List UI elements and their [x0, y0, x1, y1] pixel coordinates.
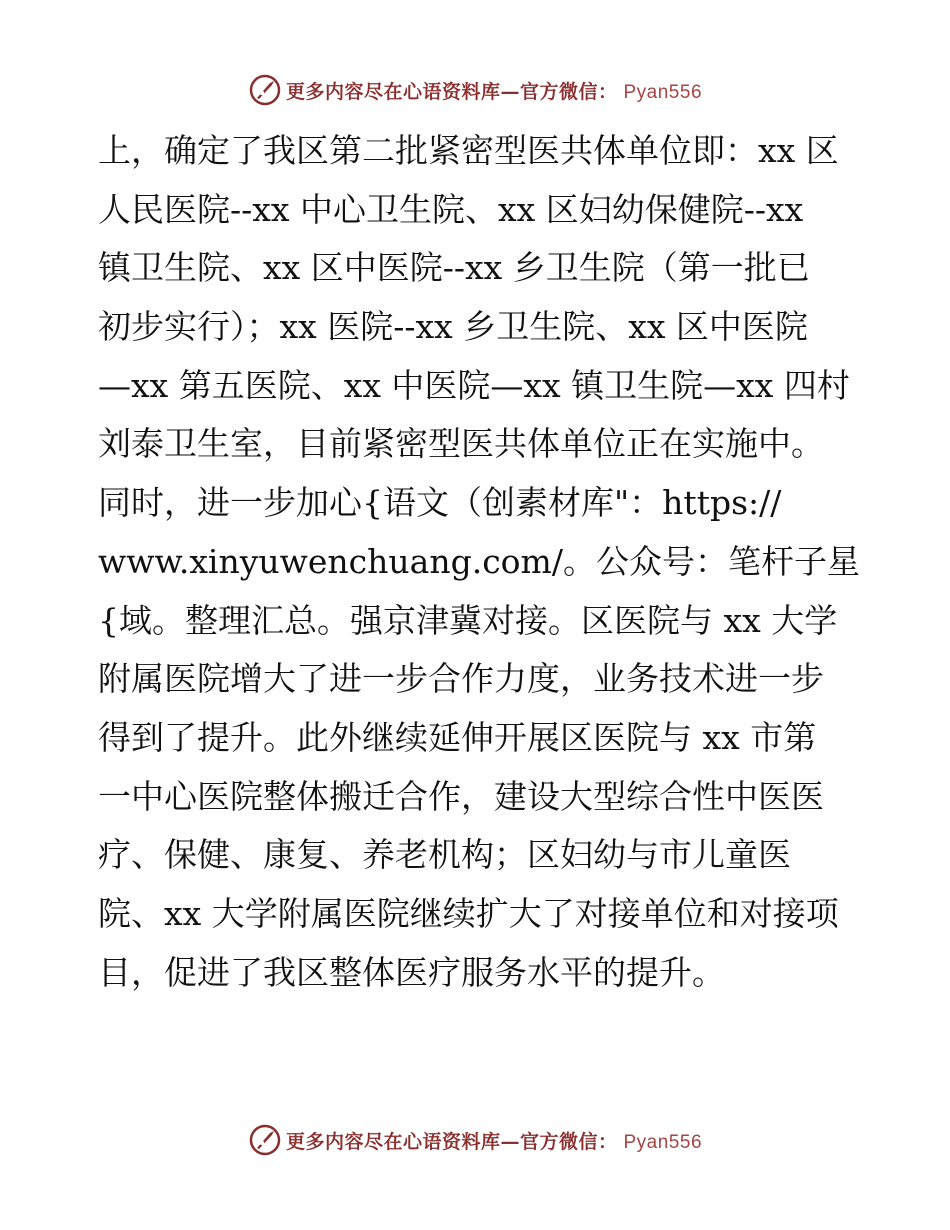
body-line: 一中心医院整体搬迁合作，建设大型综合性中医医	[98, 776, 824, 816]
header-wechat-id: Pyan556	[623, 81, 703, 103]
body-line: 人民医院--xx 中心卫生院、xx 区妇幼保健院--xx	[98, 189, 804, 229]
body-line: 附属医院增大了进一步合作力度，业务技术进一步	[98, 659, 824, 699]
body-line: 初步实行）；xx 医院--xx 乡卫生院、xx 区中医院	[98, 307, 808, 347]
footer-banner	[0, 1120, 950, 1160]
header-banner-text	[286, 77, 702, 104]
body-line: 院、xx 大学附属医院继续扩大了对接单位和对接项	[98, 893, 839, 933]
body-line: 目，促进了我区整体医疗服务水平的提升。	[98, 952, 725, 992]
quill-pen-logo-icon	[248, 73, 282, 107]
body-line: 疗、保健、康复、养老机构；区妇幼与市儿童医	[98, 835, 791, 875]
body-line: 同时，进一步加心{语文（创素材库"：https://	[98, 483, 782, 523]
header-banner	[0, 70, 950, 110]
quill-pen-logo-icon	[248, 1123, 282, 1157]
body-line: 上，确定了我区第二批紧密型医共体单位即：xx 区	[98, 131, 839, 170]
body-line: —xx 第五医院、xx 中医院—xx 镇卫生院—xx 四村	[98, 365, 850, 405]
body-line: www.xinyuwenchuang.com/。公众号：笔杆子星	[98, 541, 860, 581]
footer-banner-main: 更多内容尽在心语资料库—官方微信：	[285, 1130, 618, 1153]
body-line: 刘泰卫生室，目前紧密型医共体单位正在实施中。	[98, 424, 824, 464]
document-body	[98, 122, 878, 1002]
footer-wechat-id: Pyan556	[623, 1131, 703, 1153]
body-line: 镇卫生院、xx 区中医院--xx 乡卫生院（第一批已	[98, 248, 810, 288]
header-banner-main: 更多内容尽在心语资料库—官方微信：	[285, 80, 618, 103]
body-line: {域。整理汇总。强京津冀对接。区医院与 xx 大学	[98, 600, 838, 640]
body-line: 得到了提升。此外继续延伸开展区医院与 xx 市第	[98, 717, 817, 757]
footer-banner-text	[286, 1127, 702, 1154]
